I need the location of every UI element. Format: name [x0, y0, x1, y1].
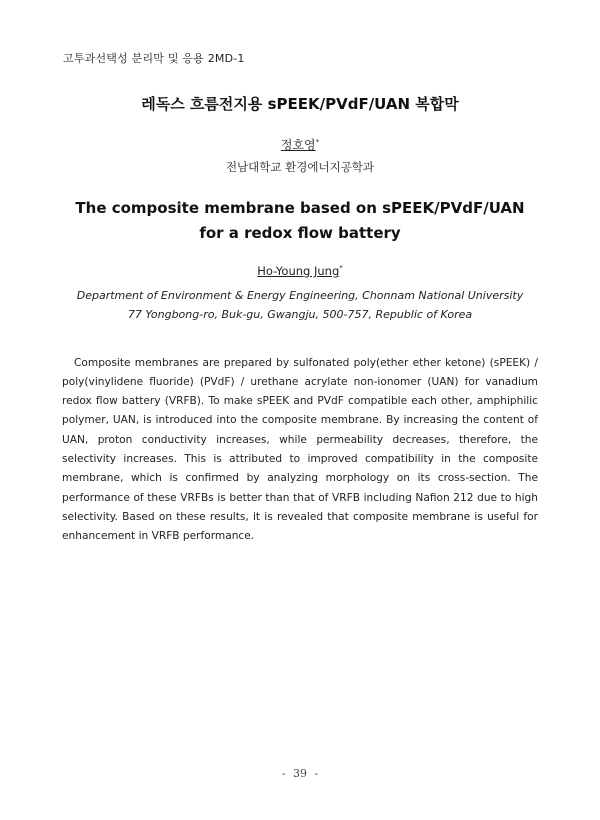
- english-affiliation-line-1: Department of Environment & Energy Engineering, Chonnam National University: [76, 289, 524, 302]
- english-title: [0, 196, 600, 246]
- page-number: - 39 -: [281, 767, 319, 780]
- english-title-line-2: for a redox flow battery: [199, 224, 401, 242]
- english-author-line: [0, 264, 600, 278]
- english-affiliation: [0, 286, 600, 324]
- session-header: 고투과선택성 분리막 및 응용 2MD-1: [63, 52, 245, 65]
- english-title-line-1: The composite membrane based on sPEEK/PVdF/UAN: [75, 199, 525, 217]
- korean-affiliation: 전남대학교 환경에너지공학과: [225, 160, 375, 174]
- korean-title: 레독스 흐름전지용 sPEEK/PVdF/UAN 복합막: [141, 95, 459, 113]
- korean-author-name: 정호영: [280, 138, 316, 152]
- english-affiliation-line-2: 77 Yongbong-ro, Buk-gu, Gwangju, 500-757, Republic of Korea: [127, 308, 473, 321]
- english-corresponding-author-mark: *: [339, 264, 343, 273]
- corresponding-author-mark: *: [315, 138, 320, 146]
- english-author-name: Ho-Young Jung: [257, 264, 340, 278]
- korean-author-line: [0, 136, 600, 153]
- abstract-paragraph: Composite membranes are prepared by sulfonated poly(ether ether ketone) (sPEEK) / poly(vinylidene fluoride) (PVdF) / urethane acrylate non-ionomer (UAN) for vanadium redox flow battery (VRFB). To make sPEEK and PVdF compatible each other, amphiphilic polymer, UAN, is introduced into the composite membrane. By increasing the content of UAN, proton conductivity increases, while permeability decreases, therefore, the selectivity increases. This is attributed to improved compatibility in the composite membrane, which is confirmed by analyzing morphology on its cross-section. The performance of these VRFBs is better than that of VRFB including Nafion 212 due to high selectivity. Based on these results, it is revealed that composite membrane is useful for enhancement in VRFB performance.: [62, 356, 538, 543]
